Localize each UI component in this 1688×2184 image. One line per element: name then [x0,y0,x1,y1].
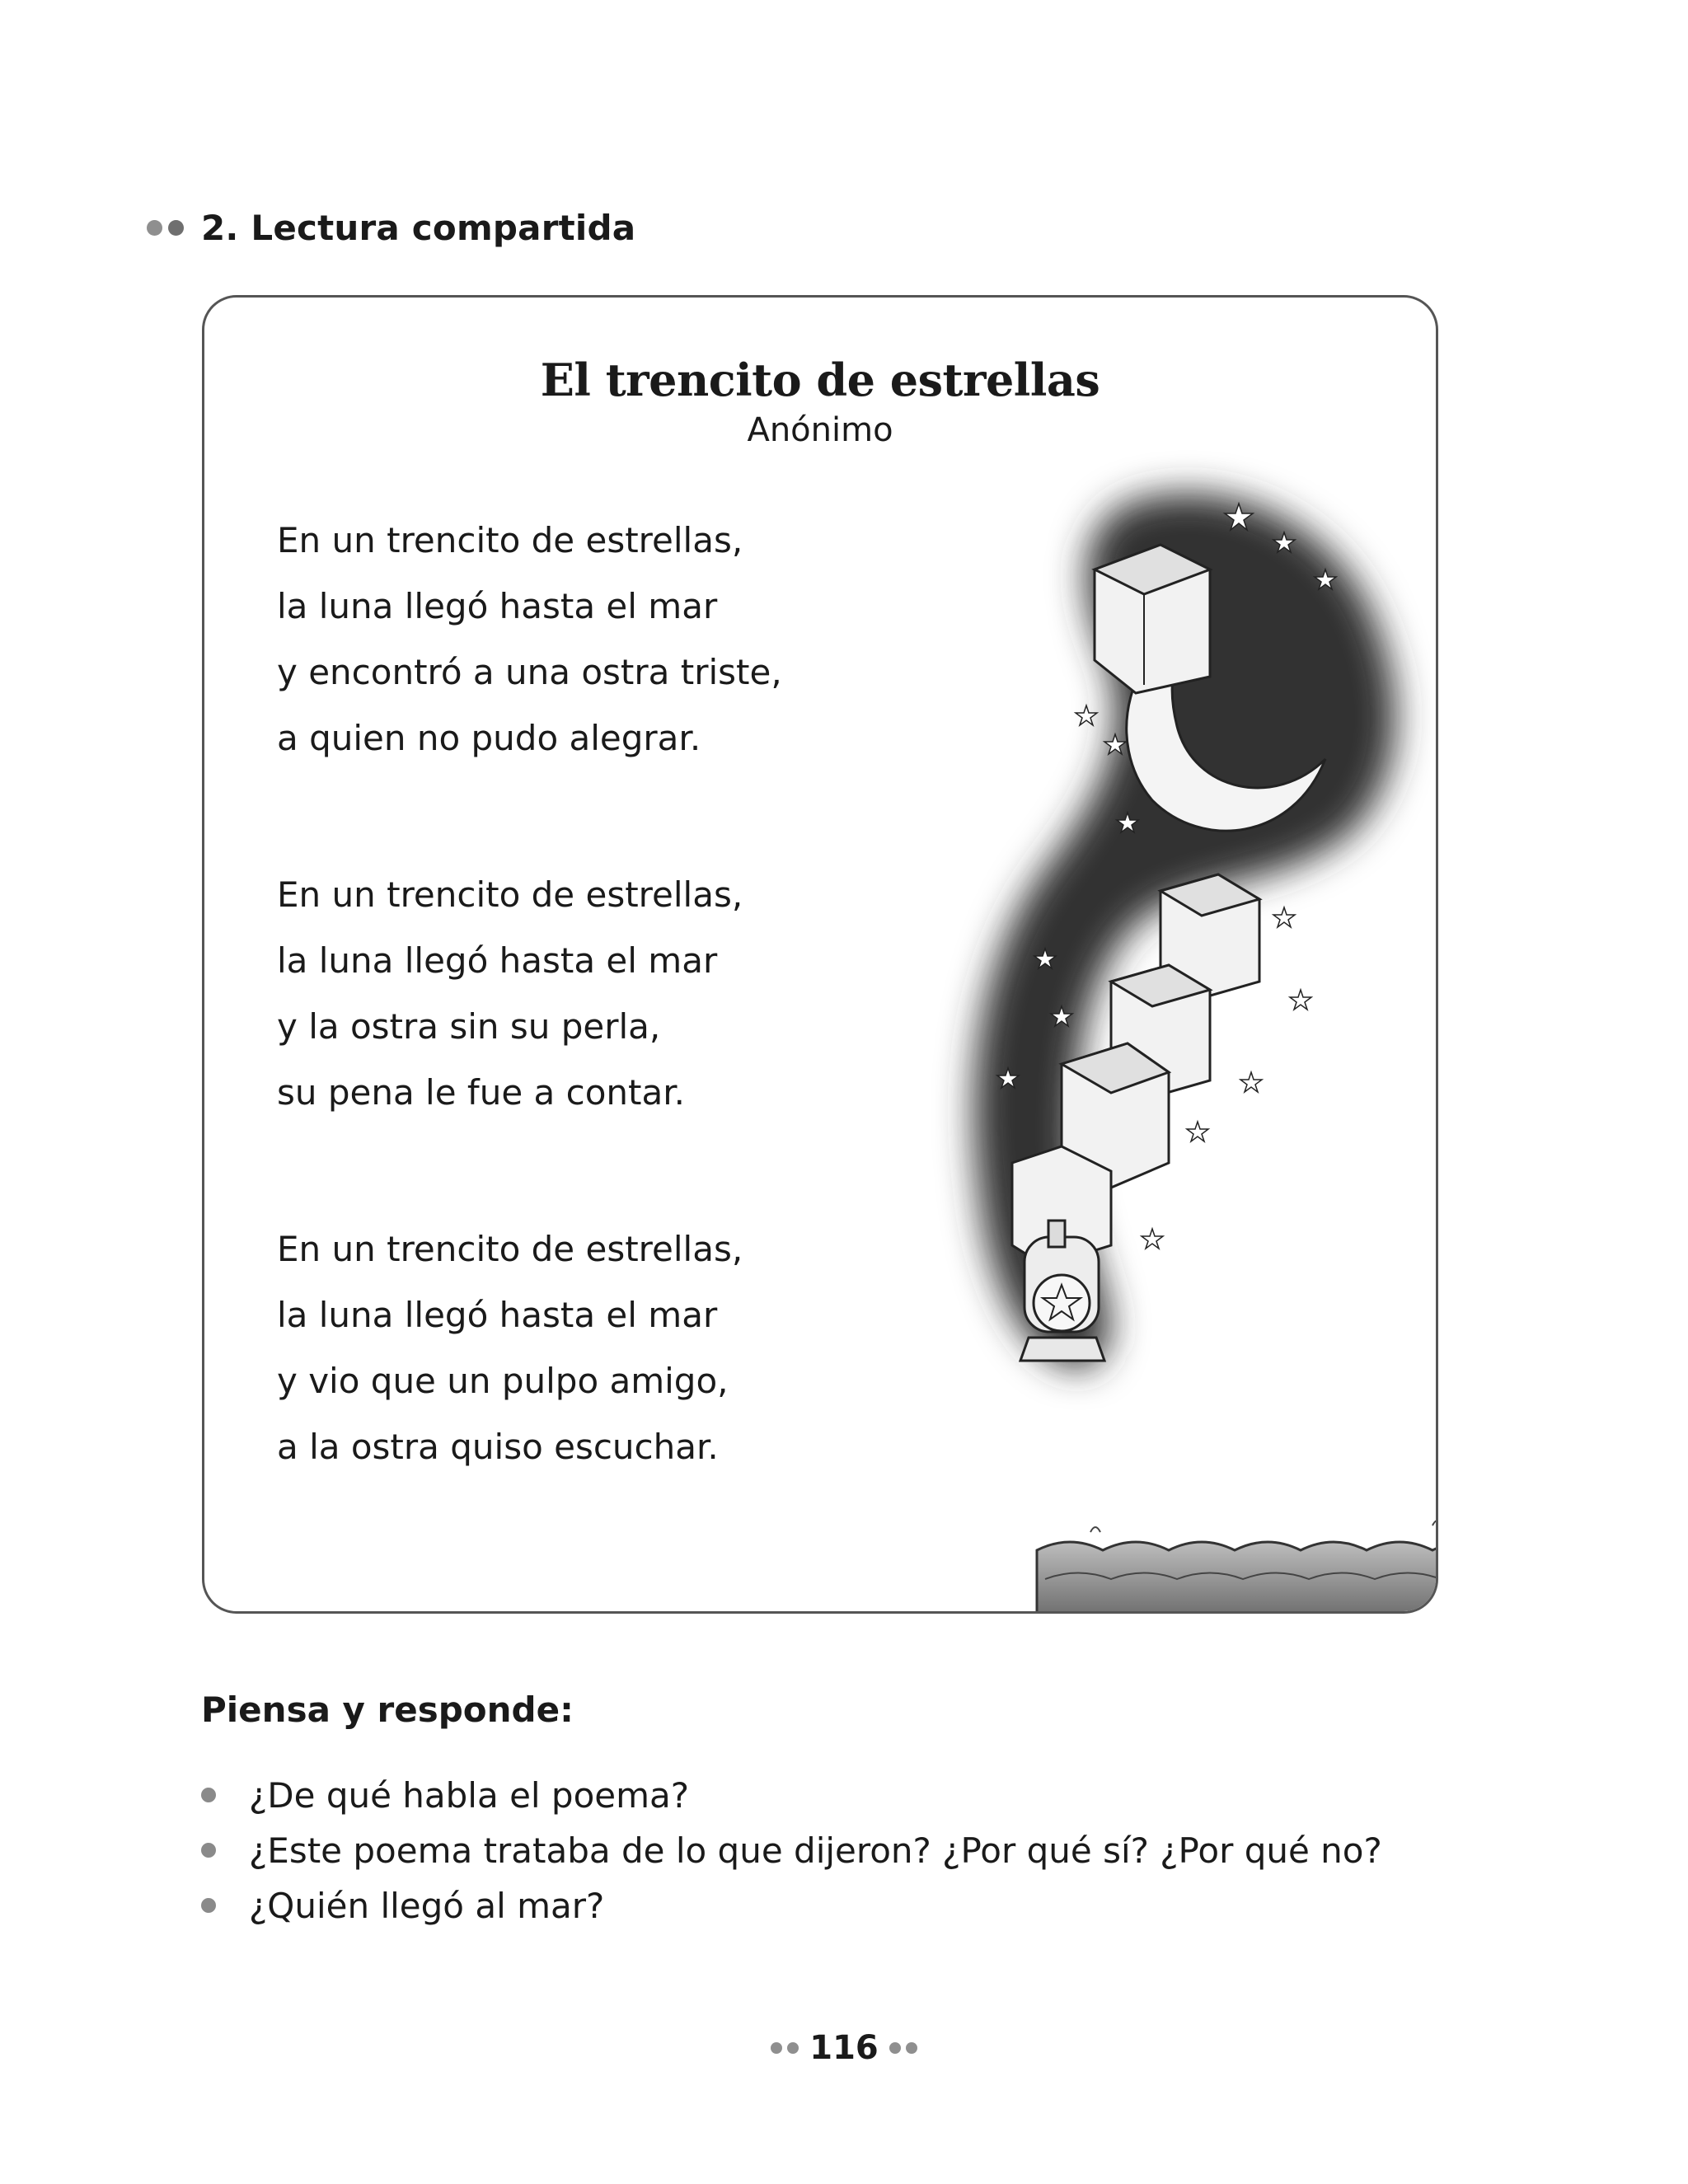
train-moon-illustration [864,298,1438,1614]
page-dots-right-icon [887,2042,920,2054]
poem-line: la luna llegó hasta el mar [277,940,718,981]
questions-title: Piensa y responde: [201,1690,574,1730]
sea-waves-icon [1037,1521,1438,1614]
poem-title: El trencito de estrellas [540,354,1100,406]
bullet-icon [201,1788,216,1802]
poem-line: y encontró a una ostra triste, [277,652,782,692]
stanza-2 [277,862,743,1126]
poem-line: su pena le fue a contar. [277,1072,685,1113]
poem-line: la luna llegó hasta el mar [277,586,718,626]
page-dots-left-icon [768,2042,801,2054]
train-car-icon [1095,545,1210,693]
question-text: ¿De qué habla el poema? [249,1775,690,1816]
page-number-text: 116 [809,2029,879,2067]
question-text: ¿Este poema trataba de lo que dijeron? ¿Por qué sí? ¿Por qué no? [249,1830,1382,1871]
bullet-icon [201,1898,216,1913]
poem-author: Anónimo [747,411,893,449]
stanza-3 [277,1216,743,1480]
bullet-icon [201,1843,216,1858]
question-text: ¿Quién llegó al mar? [249,1886,605,1926]
poem-line: a la ostra quiso escuchar. [277,1427,719,1467]
list-item [201,1768,1382,1823]
section-title: 2. Lectura compartida [201,207,636,248]
poem-box [202,295,1438,1614]
poem-line: En un trencito de estrellas, [277,874,743,915]
poem-line: En un trencito de estrellas, [277,520,743,560]
page-number [0,2029,1688,2067]
section-dots-icon [147,220,190,236]
poem-line: y vio que un pulpo amigo, [277,1361,729,1401]
poem-line: a quien no pudo alegrar. [277,718,701,758]
poem-line: la luna llegó hasta el mar [277,1295,718,1335]
poem-line: En un trencito de estrellas, [277,1229,743,1269]
stanza-1 [277,508,782,771]
list-item [201,1878,1382,1933]
list-item [201,1823,1382,1878]
questions-list [201,1768,1382,1933]
poem-line: y la ostra sin su perla, [277,1006,661,1047]
section-header [147,203,635,252]
